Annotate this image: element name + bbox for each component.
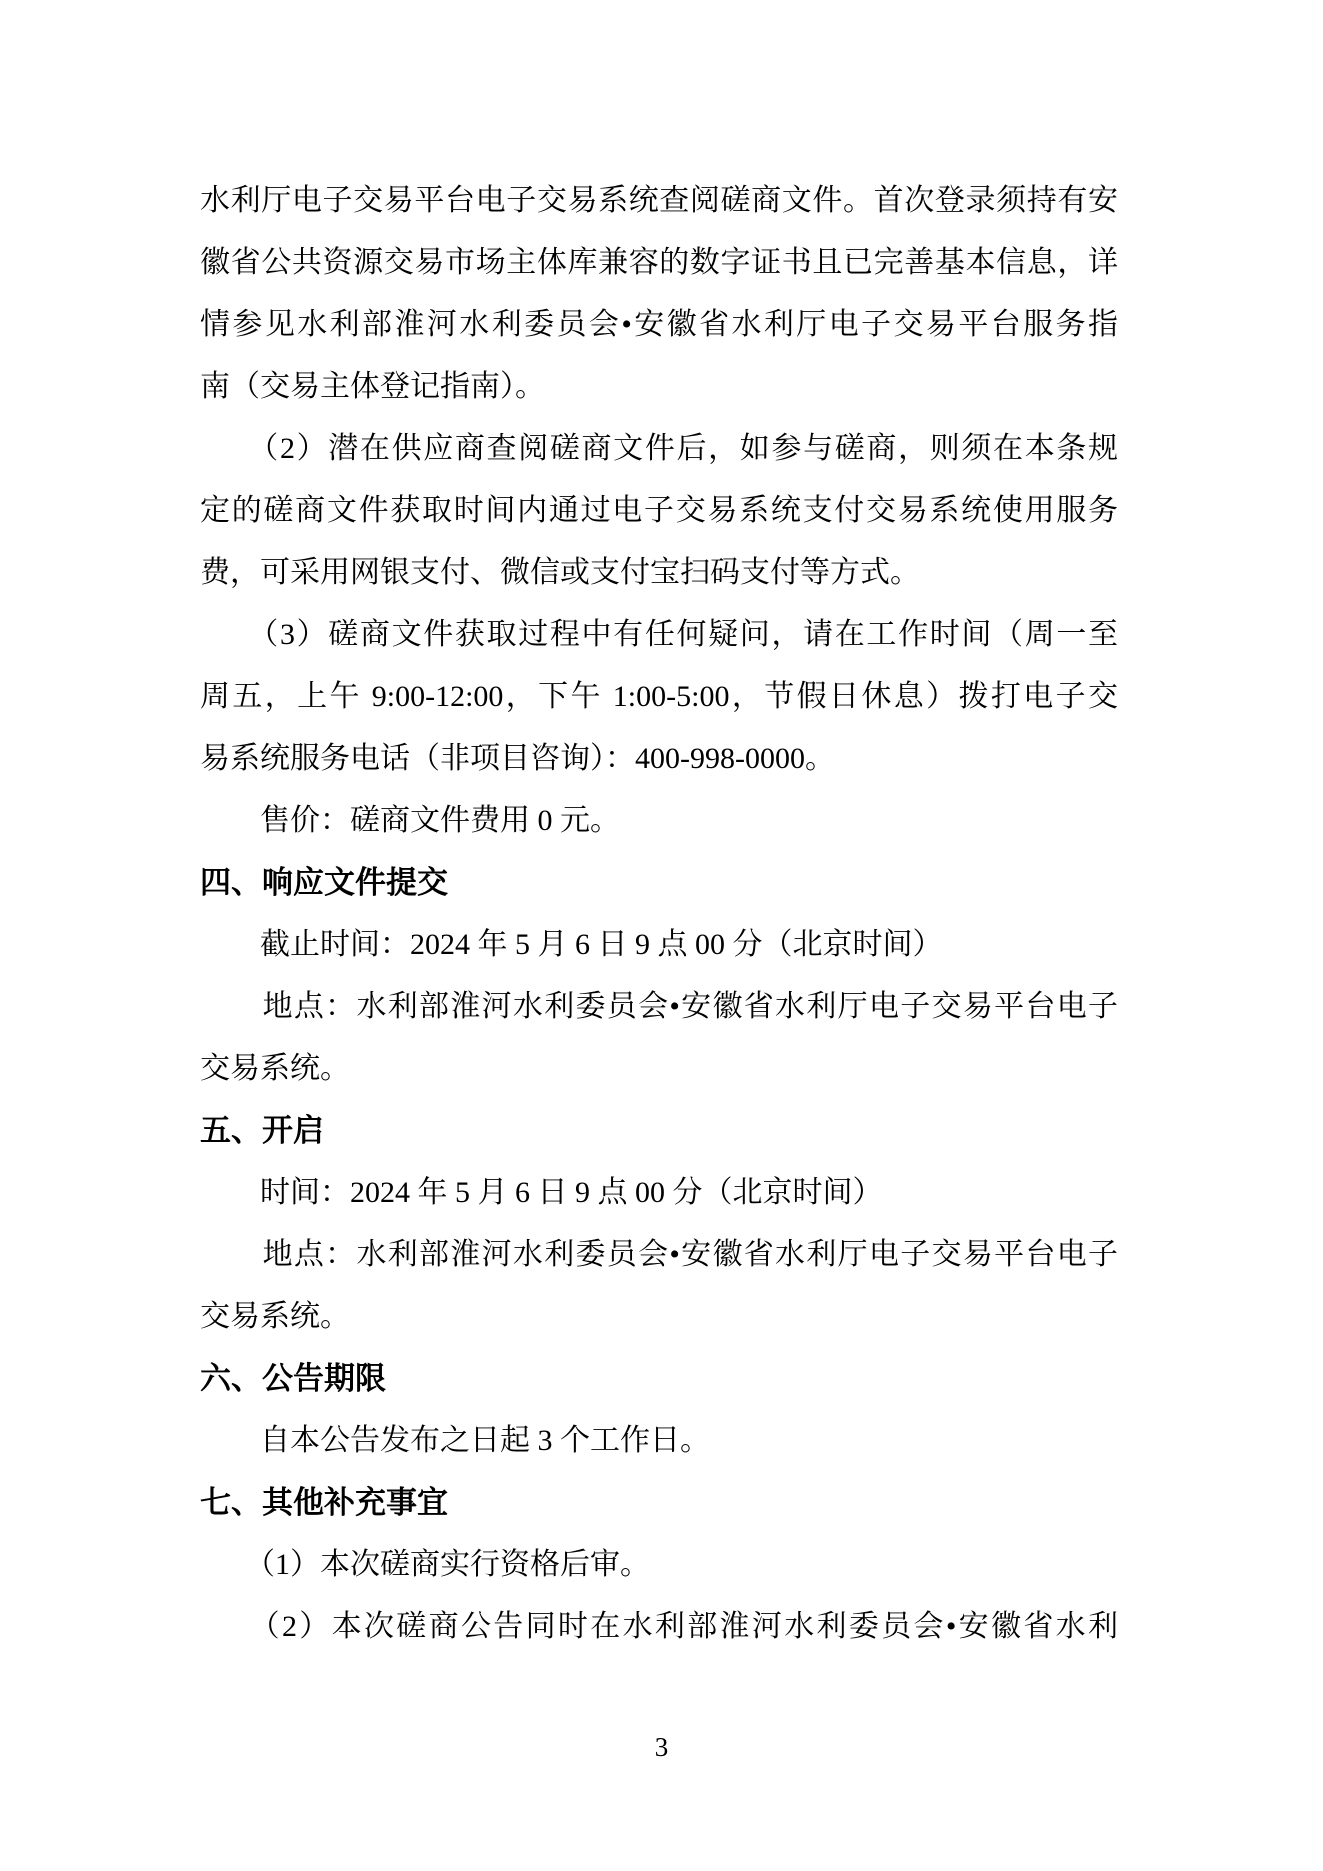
text-line: 情参见水利部淮河水利委员会•安徽省水利厅电子交易平台服务指 — [200, 308, 1118, 341]
text-line: （2）潜在供应商查阅磋商文件后，如参与磋商，则须在本条规 — [200, 432, 1118, 465]
text-line: 定的磋商文件获取时间内通过电子交易系统支付交易系统使用服务 — [200, 494, 1118, 527]
text-line: 自本公告发布之日起 3 个工作日。 — [200, 1424, 710, 1457]
text-line: 费，可采用网银支付、微信或支付宝扫码支付等方式。 — [200, 556, 920, 589]
text-line: 南（交易主体登记指南）。 — [200, 370, 545, 403]
text-line: 截止时间：2024 年 5 月 6 日 9 点 00 分（北京时间） — [200, 928, 943, 961]
text-line: 交易系统。 — [200, 1300, 350, 1333]
section-heading: 七、其他补充事宜 — [200, 1485, 448, 1520]
document-body — [200, 170, 1118, 1658]
text-line: （1）本次磋商实行资格后审。 — [200, 1548, 650, 1581]
text-line: 徽省公共资源交易市场主体库兼容的数字证书且已完善基本信息，详 — [200, 246, 1118, 279]
section-heading: 六、公告期限 — [200, 1361, 386, 1396]
section-heading: 四、响应文件提交 — [200, 865, 448, 900]
text-line: 水利厅电子交易平台电子交易系统查阅磋商文件。首次登录须持有安 — [200, 184, 1118, 217]
text-line: （2）本次磋商公告同时在水利部淮河水利委员会•安徽省水利 — [200, 1610, 1118, 1643]
text-line: 售价：磋商文件费用 0 元。 — [200, 804, 620, 837]
text-line: 周五，上午 9:00-12:00，下午 1:00-5:00，节假日休息）拨打电子交 — [200, 680, 1118, 713]
text-line: 时间：2024 年 5 月 6 日 9 点 00 分（北京时间） — [200, 1176, 883, 1209]
page-number: 3 — [654, 1732, 669, 1762]
text-line: 易系统服务电话（非项目咨询）：400-998-0000。 — [200, 742, 835, 775]
section-heading: 五、开启 — [200, 1113, 324, 1148]
text-line: （3）磋商文件获取过程中有任何疑问，请在工作时间（周一至 — [200, 618, 1118, 651]
text-line: 地点：水利部淮河水利委员会•安徽省水利厅电子交易平台电子 — [200, 1238, 1118, 1271]
text-line: 交易系统。 — [200, 1052, 350, 1085]
text-line: 地点：水利部淮河水利委员会•安徽省水利厅电子交易平台电子 — [200, 990, 1118, 1023]
